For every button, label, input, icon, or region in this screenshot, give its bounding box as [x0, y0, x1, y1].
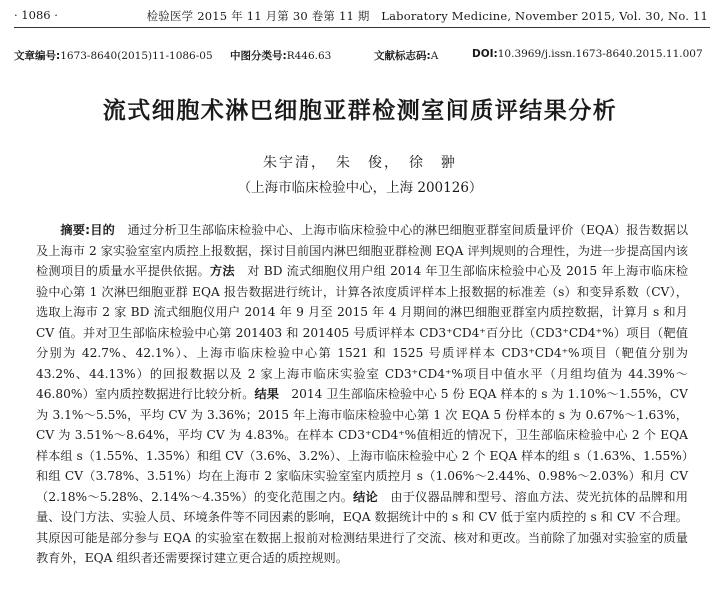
authors: 朱宇清， 朱 俊， 徐 翀 [263, 155, 457, 171]
clc-number: 中图分类号:R446.63 [230, 50, 332, 62]
page-number: · 1086 · [14, 8, 58, 22]
abstract-label: 摘要: [60, 223, 91, 237]
method-text: 对 BD 流式细胞仪用户组 2014 年卫生部临床检验中心及 2015 年上海市临床检验中心第 1 次淋巴细胞亚群 EQA 报告数据进行统计，计算各浓度质评样本上报数据的标准差（s）和变异系数（CV），选取上海市 2 家 BD 流式细胞仪用户 2014 年 9 月至 2015 年 4 月期间的淋巴细胞亚群室内质控数据，计算月 s 和月 CV 值。并对卫生部临床检验中心第 201403 和 201405 号质评样本 CD3⁺CD4⁺百分比（CD3⁺CD4⁺%）项目（靶值分别为 42.7%、42.1%）、上海市临床检验中心第 1521 和 1525 号质评样本 CD3⁺CD4⁺%项目（靶值分别为 43.2%、44.13%）的回报数据以及 2 家上海市临床实验室 CD3⁺CD4⁺%项目中值水平（月组均值为 44.39%～46.80%）室内质控数据进行比较分析。 [36, 264, 689, 401]
header-rule [14, 27, 710, 28]
conclusion-text: 由于仪器品牌和型号、溶血方法、荧光抗体的品牌和用量、设门方法、实验人员、环境条件等不同因素的影响，EQA 数据统计中的 s 和 CV 低于室内质控的 s 和 CV 不合理。其原因可能是部分参与 EQA 的实验室在数据上报前对检测结果进行了交流、核对和更改。当前除了加强对实验室的质量教育外，EQA 组织者还需要探讨建立更合适的质控规则。 [36, 489, 688, 565]
purpose-label: 目的 [90, 223, 116, 237]
document-code: 文献标志码:A [374, 50, 439, 62]
method-label: 方法 [209, 264, 235, 278]
result-text: 2014 卫生部临床检验中心 5 份 EQA 样本的 s 为 1.10%～1.55%，CV 为 3.1%～5.5%，平均 CV 为 3.36%；2015 年上海市临床检验中心第 1 次 EQA 5 份样本的 s 为 0.67%～1.63%，CV 为 3.51%～8.64%，平均 CV 为 4.83%。在样本 CD3⁺CD4⁺%值相近的情况下，卫生部临床检验中心 2 个 EQA 样本组 s（1.55%、1.35%）和组 CV（3.6%、3.2%）、上海市临床检验中心 2 个 EQA 样本的组 s（1.63%、1.55%）和组 CV（3.78%、3.51%）均在上海市 2 家临床实验室室内质控月 s（1.06%～2.44%、0.98%～2.03%）和月 CV（2.18%～5.28%、2.14%～4.35%）的变化范围之内。 [36, 387, 688, 504]
journal-citation: 检验医学 2015 年 11 月第 30 卷第 11 期 Laboratory Medicine, November 2015, Vol. 30, No. 11 [146, 9, 708, 23]
article-number: 文章编号:1673-8640(2015)11-1086-05 [14, 50, 213, 62]
abstract [36, 220, 688, 569]
doi: DOI:10.3969/j.issn.1673-8640.2015.11.007 [472, 48, 703, 60]
affiliation: （上海市临床检验中心，上海 200126） [237, 180, 483, 196]
conclusion-label: 结论 [353, 489, 378, 504]
result-label: 结果 [254, 387, 280, 401]
running-header [14, 6, 708, 26]
paper-title: 流式细胞术淋巴细胞亚群检测室间质评结果分析 [102, 98, 618, 124]
abstract-body [36, 220, 688, 569]
purpose-text: 通过分析卫生部临床检验中心、上海市临床检验中心的淋巴细胞亚群室间质量评价（EQA）报告数据以及上海市 2 家实验室室内质控上报数据，探讨目前国内淋巴细胞亚群检测 EQA 评判规则的合理性，为进一步提高国内该检测项目的质量水平提供依据。 [36, 223, 689, 278]
